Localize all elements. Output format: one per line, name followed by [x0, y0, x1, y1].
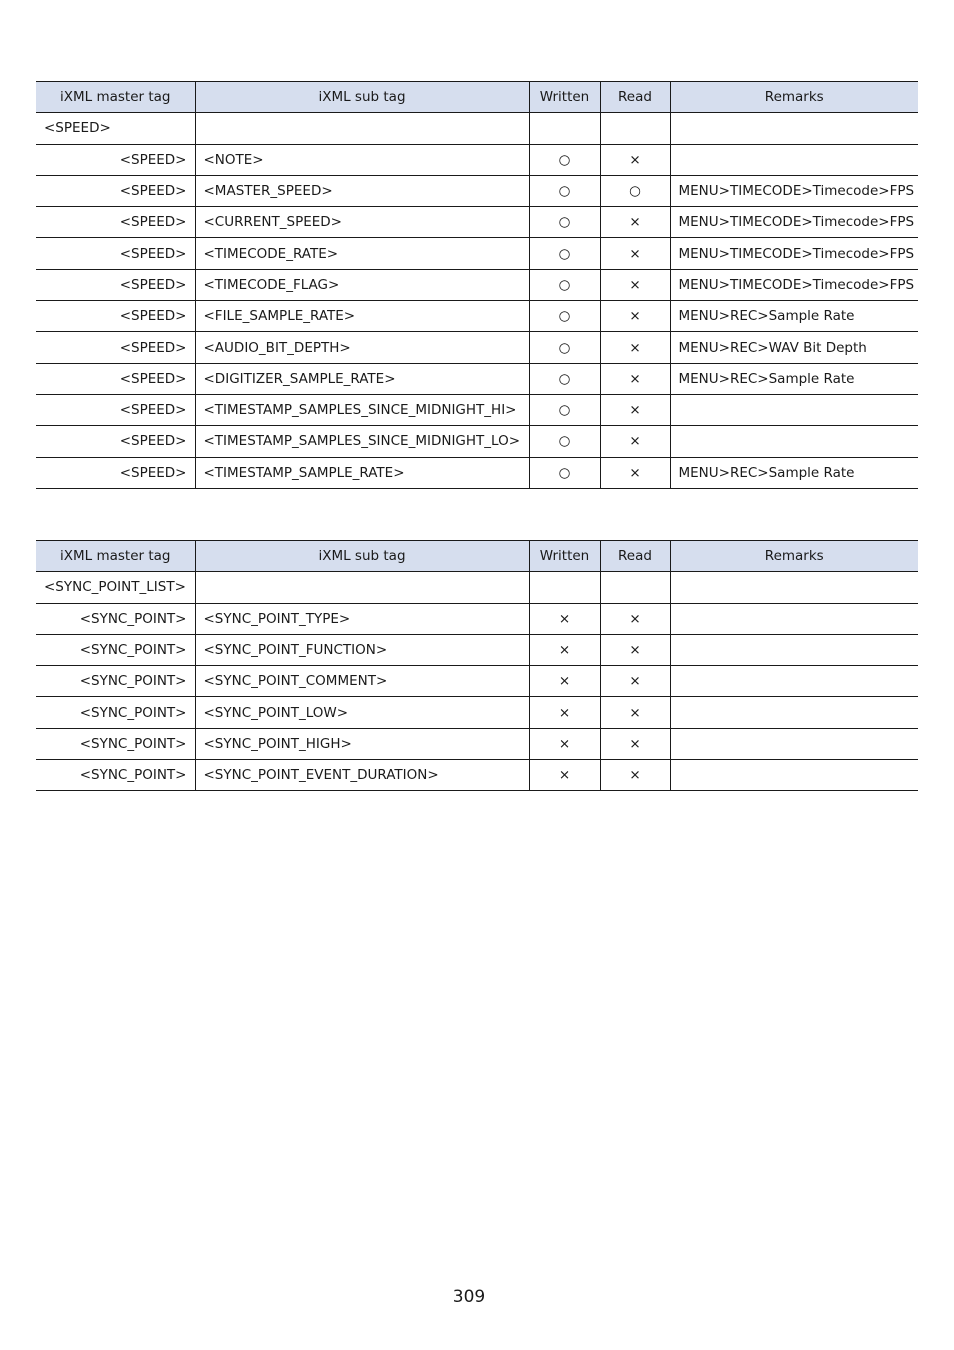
sub-tag-cell: <FILE_SAMPLE_RATE> — [195, 301, 529, 332]
read-cell: × — [600, 301, 670, 332]
table-row — [36, 634, 918, 665]
master-tag-cell: <SPEED> — [36, 426, 195, 457]
master-tag-cell: <SYNC_POINT> — [36, 697, 195, 728]
table-row — [36, 144, 918, 175]
remarks-cell — [670, 144, 918, 175]
header-sub-tag: iXML sub tag — [195, 541, 529, 572]
remarks-cell: MENU>TIMECODE>Timecode>FPS — [670, 175, 918, 206]
table-row — [36, 207, 918, 238]
read-cell: × — [600, 144, 670, 175]
read-cell: × — [600, 394, 670, 425]
written-cell: ○ — [529, 394, 600, 425]
table-row-root — [36, 572, 918, 603]
sub-tag-cell: <TIMECODE_RATE> — [195, 238, 529, 269]
read-cell — [600, 572, 670, 603]
page-number: 309 — [452, 1287, 486, 1307]
header-sub-tag: iXML sub tag — [195, 82, 529, 113]
table-row — [36, 332, 918, 363]
read-cell: × — [600, 760, 670, 791]
master-tag-cell: <SYNC_POINT> — [36, 760, 195, 791]
header-master-tag: iXML master tag — [36, 541, 195, 572]
table-row — [36, 697, 918, 728]
written-cell: × — [529, 634, 600, 665]
remarks-cell: MENU>REC>Sample Rate — [670, 363, 918, 394]
read-cell: × — [600, 238, 670, 269]
sub-tag-cell: <SYNC_POINT_LOW> — [195, 697, 529, 728]
table-row-root — [36, 113, 918, 144]
sub-tag-cell: <MASTER_SPEED> — [195, 175, 529, 206]
master-tag-cell: <SPEED> — [36, 363, 195, 394]
sub-tag-cell — [195, 572, 529, 603]
sub-tag-cell: <SYNC_POINT_TYPE> — [195, 603, 529, 634]
remarks-cell: MENU>TIMECODE>Timecode>FPS — [670, 238, 918, 269]
read-cell: × — [600, 666, 670, 697]
written-cell: ○ — [529, 332, 600, 363]
table-row — [36, 426, 918, 457]
sub-tag-cell: <TIMESTAMP_SAMPLES_SINCE_MIDNIGHT_HI> — [195, 394, 529, 425]
master-tag-cell: <SPEED> — [36, 269, 195, 300]
written-cell: ○ — [529, 207, 600, 238]
master-tag-cell: <SPEED> — [36, 332, 195, 363]
master-tag-cell: <SPEED> — [36, 175, 195, 206]
header-read: Read — [600, 541, 670, 572]
written-cell: × — [529, 666, 600, 697]
master-tag-cell: <SYNC_POINT> — [36, 728, 195, 759]
remarks-cell: MENU>TIMECODE>Timecode>FPS — [670, 269, 918, 300]
sub-tag-cell: <SYNC_POINT_COMMENT> — [195, 666, 529, 697]
sub-tag-cell: <TIMESTAMP_SAMPLES_SINCE_MIDNIGHT_LO> — [195, 426, 529, 457]
master-tag-cell: <SYNC_POINT> — [36, 634, 195, 665]
remarks-cell — [670, 426, 918, 457]
header-remarks: Remarks — [670, 82, 918, 113]
written-cell: ○ — [529, 426, 600, 457]
read-cell: × — [600, 634, 670, 665]
header-master-tag: iXML master tag — [36, 82, 195, 113]
remarks-cell — [670, 728, 918, 759]
table-row — [36, 666, 918, 697]
written-cell — [529, 113, 600, 144]
master-tag-cell: <SPEED> — [36, 457, 195, 488]
remarks-cell: MENU>REC>Sample Rate — [670, 457, 918, 488]
table-header-row — [36, 541, 918, 572]
table-row — [36, 603, 918, 634]
sub-tag-cell: <SYNC_POINT_FUNCTION> — [195, 634, 529, 665]
read-cell: × — [600, 332, 670, 363]
table-row — [36, 175, 918, 206]
sub-tag-cell: <TIMESTAMP_SAMPLE_RATE> — [195, 457, 529, 488]
table-row — [36, 728, 918, 759]
written-cell — [529, 572, 600, 603]
written-cell: × — [529, 697, 600, 728]
remarks-cell — [670, 760, 918, 791]
written-cell: ○ — [529, 301, 600, 332]
table-row — [36, 760, 918, 791]
written-cell: ○ — [529, 144, 600, 175]
table-row — [36, 457, 918, 488]
sub-tag-cell: <NOTE> — [195, 144, 529, 175]
table-row — [36, 301, 918, 332]
read-cell: × — [600, 457, 670, 488]
sub-tag-cell: <TIMECODE_FLAG> — [195, 269, 529, 300]
remarks-cell — [670, 603, 918, 634]
remarks-cell — [670, 394, 918, 425]
written-cell: ○ — [529, 238, 600, 269]
header-remarks: Remarks — [670, 541, 918, 572]
sub-tag-cell: <SYNC_POINT_EVENT_DURATION> — [195, 760, 529, 791]
sub-tag-cell: <DIGITIZER_SAMPLE_RATE> — [195, 363, 529, 394]
remarks-cell — [670, 113, 918, 144]
remarks-cell — [670, 634, 918, 665]
read-cell: × — [600, 269, 670, 300]
read-cell: × — [600, 207, 670, 238]
sub-tag-cell: <SYNC_POINT_HIGH> — [195, 728, 529, 759]
remarks-cell — [670, 572, 918, 603]
remarks-cell: MENU>TIMECODE>Timecode>FPS — [670, 207, 918, 238]
written-cell: × — [529, 603, 600, 634]
written-cell: ○ — [529, 457, 600, 488]
table-row — [36, 363, 918, 394]
table-header-row — [36, 82, 918, 113]
header-written: Written — [529, 82, 600, 113]
read-cell: × — [600, 697, 670, 728]
written-cell: × — [529, 760, 600, 791]
table-row — [36, 238, 918, 269]
master-tag-cell: <SPEED> — [36, 207, 195, 238]
read-cell: × — [600, 363, 670, 394]
written-cell: × — [529, 728, 600, 759]
header-read: Read — [600, 82, 670, 113]
master-tag-cell: <SPEED> — [36, 144, 195, 175]
read-cell — [600, 113, 670, 144]
sub-tag-cell: <CURRENT_SPEED> — [195, 207, 529, 238]
table-row — [36, 394, 918, 425]
read-cell: × — [600, 426, 670, 457]
remarks-cell — [670, 666, 918, 697]
read-cell: ○ — [600, 175, 670, 206]
sub-tag-cell — [195, 113, 529, 144]
remarks-cell: MENU>REC>Sample Rate — [670, 301, 918, 332]
read-cell: × — [600, 603, 670, 634]
remarks-cell — [670, 697, 918, 728]
master-tag-cell: <SPEED> — [36, 301, 195, 332]
master-tag-cell: <SYNC_POINT> — [36, 603, 195, 634]
master-tag-cell: <SPEED> — [36, 113, 195, 144]
master-tag-cell: <SYNC_POINT_LIST> — [36, 572, 195, 603]
master-tag-cell: <SYNC_POINT> — [36, 666, 195, 697]
written-cell: ○ — [529, 175, 600, 206]
master-tag-cell: <SPEED> — [36, 394, 195, 425]
table-row — [36, 269, 918, 300]
read-cell: × — [600, 728, 670, 759]
speed-tag-table — [36, 81, 918, 489]
header-written: Written — [529, 541, 600, 572]
sub-tag-cell: <AUDIO_BIT_DEPTH> — [195, 332, 529, 363]
master-tag-cell: <SPEED> — [36, 238, 195, 269]
written-cell: ○ — [529, 269, 600, 300]
sync-point-tag-table — [36, 540, 918, 791]
written-cell: ○ — [529, 363, 600, 394]
remarks-cell: MENU>REC>WAV Bit Depth — [670, 332, 918, 363]
